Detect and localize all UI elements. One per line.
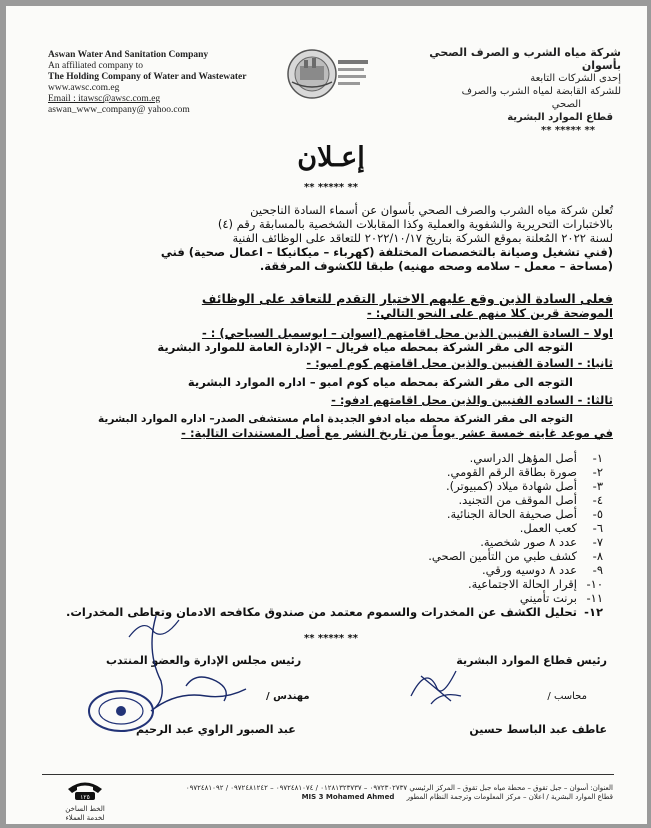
top-signature-scribble xyxy=(124,612,184,642)
company-name-en: Aswan Water And Sanitation Company xyxy=(48,50,209,60)
header-stars: ** ***** ** xyxy=(540,125,595,136)
footer-address: العنوان: أسوان – جبل تقوق – محطة مياه جبل تقوق – المركز الرئيسي ٠٩٧٢٣٠٢٧٣٧ – ٠١٢٨١٣٢٣٧٣٧ / ٠٩٧٢٤٨١٠٧٤ – ٠٩٧٢٤٨١٢٤٢ / ٠٩٧٢٤٨١٠٩٢ xyxy=(185,784,613,792)
document-item: ١-أصل المؤهل الدراسي. xyxy=(469,451,603,465)
affiliate-line: An affiliated company to xyxy=(48,61,144,71)
intro-line-2: بالاختبارات التحريرية والشفوية والعملية وكذا المقابلات الشخصية بالمسابقة رقم (٤) xyxy=(217,217,613,231)
document-item: ١٠-إقرار الحالة الاجتماعية. xyxy=(467,577,603,591)
notice-paragraph xyxy=(33,292,613,320)
document-item: ٣-أصل شهادة ميلاد (كمبيوتر). xyxy=(445,479,603,493)
document-item: ٤-أصل الموقف من التجنيد. xyxy=(458,493,603,507)
company-name-ar: شركة مياه الشرب و الصرف الصحي بأسوان xyxy=(429,46,621,72)
hotline-box xyxy=(56,779,114,823)
document-item: ٥-أصل صحيفة الحالة الجنائية. xyxy=(446,507,603,521)
email-line-2: aswan_www_company@ yahoo.com xyxy=(48,105,190,115)
document-item: ٩-عدد ٨ دوسيه ورقي. xyxy=(482,563,603,577)
hotline-label: الخط الساخن xyxy=(65,805,105,813)
second-location-detail: التوجه الى مقر الشركة بمحطه مياه كوم امبو – اداره الموارد البشرية xyxy=(187,375,573,389)
document-item: ٧-عدد ٨ صور شخصية. xyxy=(480,535,603,549)
phone-icon xyxy=(65,779,105,801)
first-location-detail: التوجه الى مقر الشركة بمحطه مياه فريال – الإدارة العامة للموارد البشرية xyxy=(157,340,573,354)
holding-company-line: The Holding Company of Water and Wastewater xyxy=(48,72,247,82)
footer-text xyxy=(143,784,613,802)
document-item: ١١-برنت تأميني xyxy=(519,591,603,605)
end-stars: ** ***** ** xyxy=(303,633,359,644)
header-english xyxy=(48,50,248,116)
second-location-heading: ثانيا: - السادة الفنيين والذين محل اقامتهم كوم امبو: - xyxy=(306,356,613,370)
notice-line-1: فعلى السادة الذين وقع عليهم الاختيار التقدم للتعاقد على الوظائف xyxy=(201,291,613,306)
footer-dept: قطاع الموارد البشرية / اعلان – مركز المعلومات وترجمة النظام المطور MIS 3 Mohamed Ahmed xyxy=(301,793,613,801)
announcement-title: إعـلان xyxy=(297,142,365,173)
intro-line-4: (فني تشغيل وصيانة بالتخصصات المختلفة (كهرباء – ميكانيكا – اعمال صحية) فني xyxy=(160,245,613,259)
document-item: ١٢-تحليل الكشف عن المخدرات والسموم معتمد من صندوق مكافحه الادمان وتعاطى المخدرات. xyxy=(65,605,603,619)
notice-line-2: الموضحة قرين كلا منهم على النحو التالي: - xyxy=(366,306,613,320)
intro-line-1: تُعلن شركة مياه الشرب والصرف الصحي بأسوان عن أسماء السادة الناجحين xyxy=(250,203,613,217)
hr-sector-ar: قطاع الموارد البشرية xyxy=(507,112,613,123)
document-item: ٦-كعب العمل. xyxy=(519,521,603,535)
third-location-detail: التوجه الى مقر الشركة محطه مياه ادفو الجديدة امام مستشفى الصدر– اداره الموارد البشرية xyxy=(98,413,573,425)
left-signature-title: رئيس مجلس الإدارة والعضو المنتدب xyxy=(106,654,302,667)
affiliate-ar: إحدى الشركات التابعة xyxy=(530,73,621,84)
intro-line-3: لسنة ٢٠٢٢ المُعلنة بموقع الشركة بتاريخ ٢٠٢٢/١٠/١٧ للتعاقد على الوظائف الفنية xyxy=(232,231,613,245)
documents-list xyxy=(43,451,603,619)
intro-paragraph xyxy=(33,203,613,273)
email-line: Email : itawsc@awsc.com.eg xyxy=(48,94,161,104)
left-signature-role: مهندس / xyxy=(266,691,310,702)
right-signature-scribble xyxy=(401,656,471,711)
footer-divider xyxy=(42,774,614,775)
company-logo xyxy=(282,44,372,114)
document-item: ٢-صورة بطاقة الرقم القومي. xyxy=(446,465,603,479)
locations-section xyxy=(33,326,613,440)
footer-author: MIS 3 Mohamed Ahmed xyxy=(301,793,395,801)
third-location-heading: ثالثا: - الساده الفنيين والذين محل اقامتهم ادفو: - xyxy=(331,393,613,407)
right-signature-role: محاسب / xyxy=(547,691,587,702)
deadline-line: في موعد غايته خمسة عشر يوماً من تاريخ النشر مع أصل المستندات التالية: - xyxy=(181,426,613,440)
document-page xyxy=(6,6,647,824)
first-location-heading: اولا – السادة الفنيين الذين محل اقامتهم (اسوان – ابوسمبل السياحي) : - xyxy=(201,326,613,340)
hotline-label-2: لخدمة العملاء xyxy=(65,814,105,822)
holding-ar: للشركة القابضة لمياه الشرب والصرف xyxy=(461,86,621,97)
intro-line-5: (مساحة – معمل – سلامه وصحه مهنيه) طبقا للكشوف المرفقة. xyxy=(259,259,613,273)
left-signature-name: عبد الصبور الراوي عبد الرحيم xyxy=(136,723,296,736)
official-stamp-icon xyxy=(86,688,156,734)
right-signature-name: عاطف عبد الباسط حسين xyxy=(469,723,607,736)
right-signature-title: رئيس قطاع الموارد البشرية xyxy=(456,654,607,667)
header-arabic xyxy=(401,46,621,137)
hotline-number: ١٢٥ xyxy=(80,794,90,801)
website-line: www.awsc.com.eg xyxy=(48,83,120,93)
title-stars: ** ***** ** xyxy=(303,182,359,193)
holding-ar-2: الصحي xyxy=(551,99,581,110)
document-item: ٨-كشف طبي من التأمين الصحي. xyxy=(428,549,603,563)
